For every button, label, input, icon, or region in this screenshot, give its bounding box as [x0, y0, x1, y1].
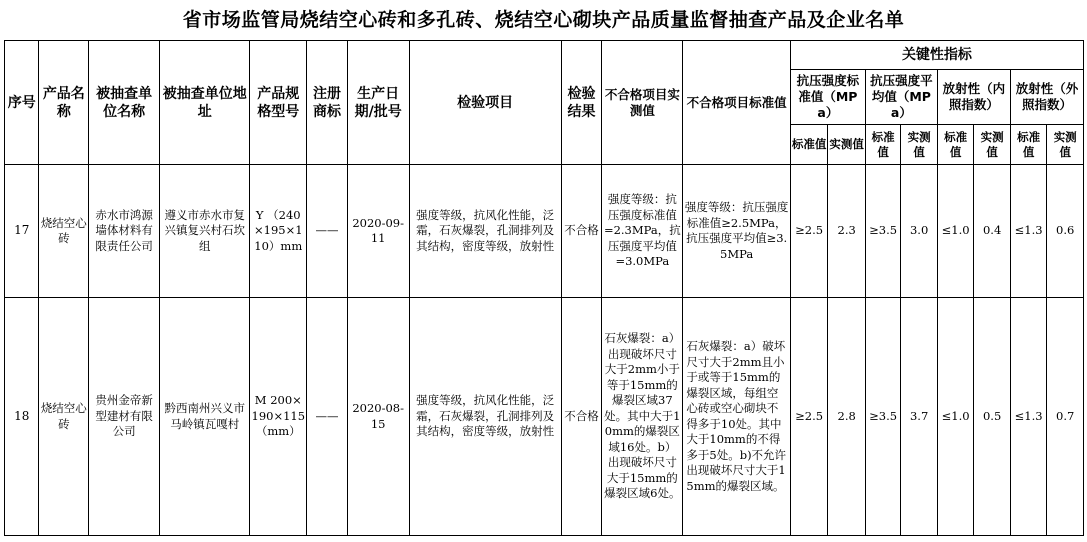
row-ri-std: ≤1.0 [937, 165, 974, 298]
row-spec: M 200×190×115（mm） [250, 298, 307, 536]
table-row [5, 298, 1084, 536]
row-ro-meas: 0.7 [1047, 298, 1084, 536]
row-ri-meas: 0.5 [974, 298, 1011, 536]
page-title: 省市场监管局烧结空心砖和多孔砖、烧结空心砌块产品质量监督抽查产品及企业名单 [182, 9, 905, 31]
header-nonconf-standard: 不合格项目标准值 [683, 41, 790, 165]
row-trademark: —— [307, 165, 348, 298]
header-radioactivity-inner: 放射性（内照指数） [937, 70, 1010, 125]
row-cs-meas: 2.3 [828, 165, 866, 298]
row-product-name: 烧结空心砖 [39, 165, 89, 298]
header-compressive-avg: 抗压强度平均值（MPa） [865, 70, 937, 125]
header-measured-value: 实测值 [901, 125, 938, 165]
row-measured: 石灰爆裂：a）出现破坏尺寸大于2mm小于等于15mm的爆裂区域37处。其中大于10mm的爆裂区域16处。b）出现破坏尺寸大于15mm的爆裂区域6处。 [602, 298, 683, 536]
row-ri-std: ≤1.0 [937, 298, 974, 536]
header-result: 检验结果 [561, 41, 602, 165]
row-unit: 贵州金帝新型建材有限公司 [89, 298, 160, 536]
row-ri-meas: 0.4 [974, 165, 1011, 298]
row-address: 黔西南州兴义市马岭镇瓦嘎村 [160, 298, 250, 536]
header-std-value: 标准值 [790, 125, 828, 165]
row-standard: 强度等级：抗压强度标准值≥2.5MPa，抗压强度平均值≥3.5MPa [683, 165, 790, 298]
header-compressive-std: 抗压强度标准值（MPa） [790, 70, 865, 125]
row-trademark: —— [307, 298, 348, 536]
row-unit: 赤水市鸿源墙体材料有限责任公司 [89, 165, 160, 298]
header-unit-address: 被抽查单位地址 [160, 41, 250, 165]
row-measured: 强度等级：抗压强度标准值=2.3MPa，抗压强度平均值=3.0MPa [602, 165, 683, 298]
row-ca-std: ≥3.5 [865, 298, 900, 536]
row-result: 不合格 [561, 165, 602, 298]
header-seq: 序号 [5, 41, 39, 165]
header-inspected-unit: 被抽查单位名称 [89, 41, 160, 165]
row-batch: 2020-08-15 [347, 298, 409, 536]
row-ca-meas: 3.7 [901, 298, 938, 536]
header-key-indicators: 关键性指标 [790, 41, 1083, 70]
header-measured-value: 实测值 [974, 125, 1011, 165]
row-cs-meas: 2.8 [828, 298, 866, 536]
row-spec: Y （240×195×110）mm [250, 165, 307, 298]
product-list-table [4, 40, 1084, 536]
row-items: 强度等级，抗风化性能，泛霜，石灰爆裂，孔洞排列及其结构，密度等级，放射性 [409, 165, 561, 298]
header-trademark: 注册商标 [307, 41, 348, 165]
header-inspection-items: 检验项目 [409, 41, 561, 165]
row-ca-meas: 3.0 [901, 165, 938, 298]
header-std-value: 标准值 [937, 125, 974, 165]
row-ca-std: ≥3.5 [865, 165, 900, 298]
header-std-value: 标准值 [865, 125, 900, 165]
header-measured-value: 实测值 [1047, 125, 1084, 165]
row-address: 遵义市赤水市复兴镇复兴村石坎组 [160, 165, 250, 298]
row-cs-std: ≥2.5 [790, 165, 828, 298]
table-row [5, 165, 1084, 298]
row-product-name: 烧结空心砖 [39, 298, 89, 536]
row-result: 不合格 [561, 298, 602, 536]
row-seq: 17 [5, 165, 39, 298]
row-batch: 2020-09-11 [347, 165, 409, 298]
row-cs-std: ≥2.5 [790, 298, 828, 536]
header-nonconf-measured: 不合格项目实测值 [602, 41, 683, 165]
header-measured-value: 实测值 [828, 125, 866, 165]
header-radioactivity-outer: 放射性（外照指数） [1010, 70, 1083, 125]
header-std-value: 标准值 [1010, 125, 1047, 165]
header-batch: 生产日期/批号 [347, 41, 409, 165]
row-items: 强度等级，抗风化性能，泛霜，石灰爆裂，孔洞排列及其结构，密度等级，放射性 [409, 298, 561, 536]
header-product-name: 产品名称 [39, 41, 89, 165]
row-ro-std: ≤1.3 [1010, 298, 1047, 536]
header-spec: 产品规格型号 [250, 41, 307, 165]
row-ro-meas: 0.6 [1047, 165, 1084, 298]
row-standard: 石灰爆裂：a）破坏尺寸大于2mm且小于或等于15mm的爆裂区域，每组空心砖或空心砌块不得多于10处。其中大于10mm的不得多于5处。b)不允许出现破坏尺寸大于15mm的爆裂区域。 [683, 298, 790, 536]
row-ro-std: ≤1.3 [1010, 165, 1047, 298]
row-seq: 18 [5, 298, 39, 536]
